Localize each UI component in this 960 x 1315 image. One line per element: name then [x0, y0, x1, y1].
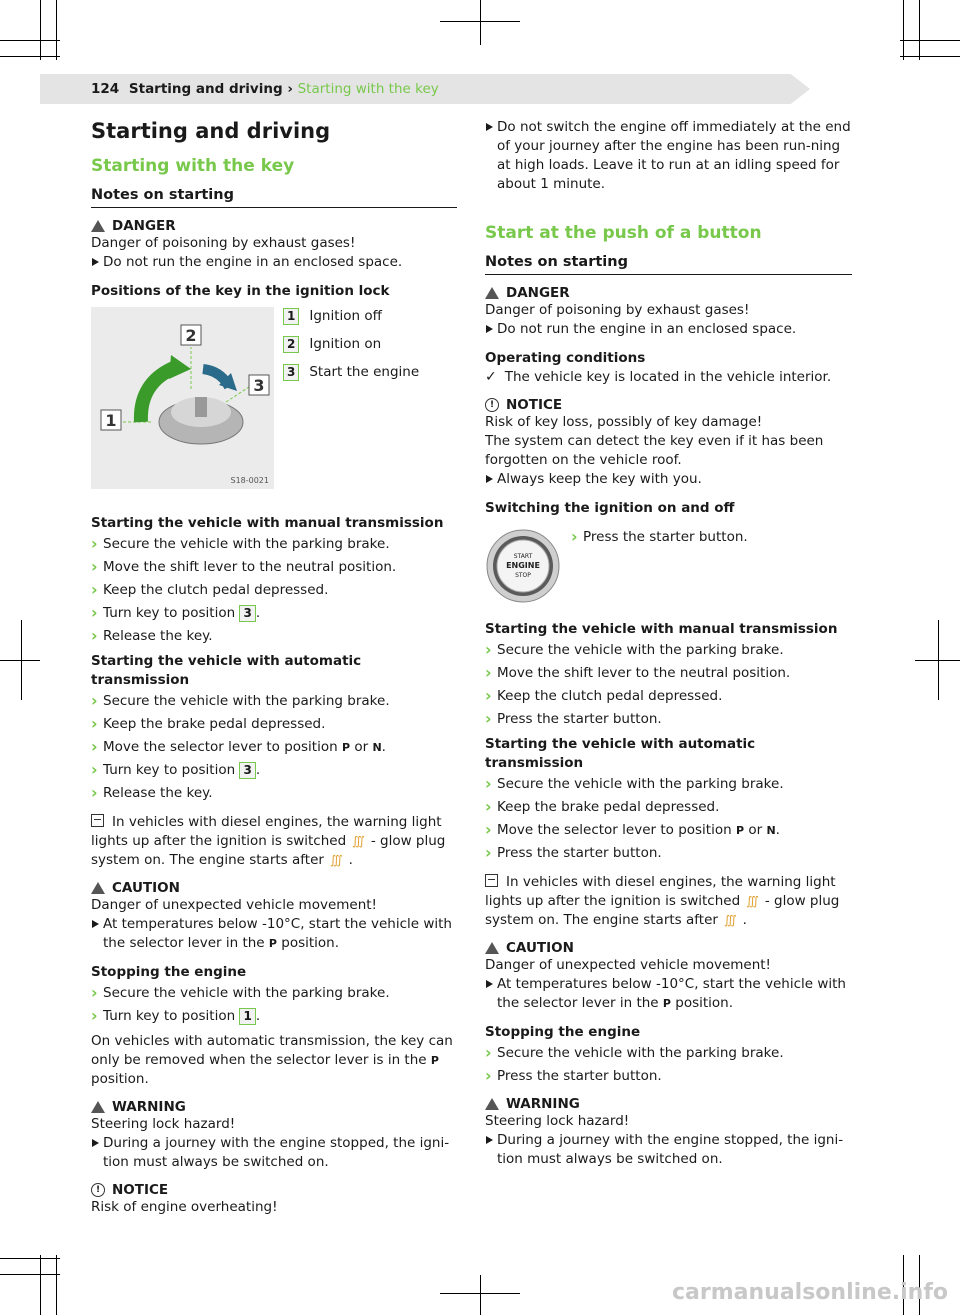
- step: › Release the key.: [91, 627, 457, 646]
- step: › Move the shift lever to the neutral position.: [91, 558, 457, 577]
- crop-mark: [40, 0, 41, 60]
- danger-text: Danger of poisoning by exhaust gases!: [91, 235, 356, 252]
- crop-mark: [440, 21, 520, 22]
- left-column: [91, 118, 457, 1227]
- crop-mark: [40, 1255, 41, 1315]
- step: › Secure the vehicle with the parking brake.: [91, 535, 457, 554]
- step: › Release the key.: [91, 784, 457, 803]
- caution-box: CAUTION Danger of unexpected vehicle movement! At temperatures below -10°C, start the vehicle with the selector lever in the P position.: [91, 880, 457, 953]
- glow-plug-icon: ∭: [329, 853, 343, 868]
- step: › Turn key to position 3 .: [91, 761, 457, 780]
- crop-mark: [480, 0, 481, 45]
- stopping-heading: Stopping the engine: [91, 964, 247, 981]
- step: › Press the starter button.: [571, 528, 748, 602]
- crop-mark: [56, 1255, 57, 1315]
- starter-button-figure: [485, 526, 852, 606]
- glow-plug-icon: ∭: [746, 893, 759, 908]
- info-note: In vehicles with diesel engines, the warning light lights up after the ignition is switched ∭ - glow plug system on. The engine starts after ∭ .: [91, 814, 446, 869]
- subsection-heading: Notes on starting: [485, 254, 852, 275]
- info-note: In vehicles with diesel engines, the warning light lights up after the ignition is switched ∭ - glow plug system on. The engine starts after ∭ .: [485, 873, 840, 928]
- crop-mark: [938, 620, 939, 700]
- crop-mark: [56, 0, 57, 60]
- warning-box: WARNING Steering lock hazard! During a journey with the engine stopped, the igni-tion must always be switched on.: [485, 1096, 852, 1169]
- danger-box: [91, 218, 457, 272]
- figure-legend: [283, 307, 419, 391]
- step: › Move the shift lever to the neutral position.: [485, 664, 852, 683]
- legend-row: 2 Ignition on: [283, 335, 419, 354]
- warning-triangle-icon: [91, 882, 105, 894]
- ignition-key-illustration: [91, 307, 274, 489]
- notice-icon: !: [485, 398, 499, 412]
- step: › Keep the clutch pedal depressed.: [485, 687, 852, 706]
- step: › Move the selector lever to position P or N.: [91, 738, 457, 757]
- step: › Press the starter button.: [485, 844, 852, 863]
- glow-plug-icon: ∭: [352, 834, 365, 849]
- crop-mark: [0, 660, 40, 661]
- breadcrumb-section[interactable]: Starting and driving ›: [128, 81, 293, 97]
- step: › Keep the clutch pedal depressed.: [91, 581, 457, 600]
- starter-button-icon: [485, 526, 565, 606]
- step: › Press the starter button.: [485, 1067, 852, 1086]
- auto-note: On vehicles with automatic transmission, the key can only be removed when the selector lever is in the P position.: [91, 1033, 453, 1088]
- info-icon: [91, 814, 104, 827]
- danger-title: DANGER: [112, 218, 176, 235]
- breadcrumb: [91, 81, 439, 97]
- page-number: 124: [91, 81, 120, 97]
- caution-box: CAUTION Danger of unexpected vehicle movement! At temperatures below -10°C, start the vehicle with the selector lever in the P position.: [485, 940, 852, 1013]
- warning-triangle-icon: [485, 942, 499, 954]
- danger-box: DANGER Danger of poisoning by exhaust gases! Do not run the engine in an enclosed space.: [485, 285, 852, 339]
- manual-heading: Starting the vehicle with manual transmission: [91, 515, 444, 532]
- auto-heading: Starting the vehicle with automatic transmission: [91, 653, 362, 689]
- warning-triangle-icon: [485, 1098, 499, 1110]
- positions-heading: Positions of the key in the ignition lock: [91, 283, 390, 300]
- step: › Keep the brake pedal depressed.: [91, 715, 457, 734]
- step: › Press the starter button.: [485, 710, 852, 729]
- step: › Keep the brake pedal depressed.: [485, 798, 852, 817]
- continued-item: Do not switch the engine off immediately at the end of your journey after the engine has been run-ning at high loads. Leave it to run at an idling speed for about 1 minute.: [485, 118, 852, 194]
- crop-mark: [480, 1275, 481, 1315]
- svg-text:2: 2: [185, 326, 197, 346]
- warning-triangle-icon: [91, 220, 105, 232]
- step: › Secure the vehicle with the parking brake.: [485, 1044, 852, 1063]
- check-icon: ✓: [485, 368, 497, 385]
- crop-mark: [903, 0, 904, 60]
- svg-text:STOP: STOP: [515, 571, 531, 579]
- subsection-heading: Notes on starting: [91, 187, 457, 208]
- warning-triangle-icon: [485, 287, 499, 299]
- svg-text:ENGINE: ENGINE: [506, 560, 540, 570]
- notice-icon: !: [91, 1183, 105, 1197]
- stopping-heading: Stopping the engine: [485, 1023, 641, 1040]
- section-heading: Start at the push of a button: [485, 223, 762, 243]
- step: › Secure the vehicle with the parking brake.: [91, 692, 457, 711]
- page-title: Starting and driving: [91, 119, 331, 143]
- crop-mark: [21, 620, 22, 700]
- crop-mark: [0, 56, 60, 57]
- ignition-figure: [91, 307, 457, 502]
- step: › Secure the vehicle with the parking brake.: [485, 641, 852, 660]
- crop-mark: [919, 0, 920, 60]
- auto-heading: Starting the vehicle with automatic transmission: [485, 735, 756, 771]
- legend-row: 3 Start the engine: [283, 363, 419, 382]
- step: › Turn key to position 1 .: [91, 1007, 457, 1026]
- glow-plug-icon: ∭: [723, 912, 737, 927]
- info-icon: [485, 874, 498, 887]
- figure-code: S18-0021: [230, 476, 269, 486]
- section-heading: Starting with the key: [91, 156, 295, 177]
- crop-mark: [900, 40, 960, 41]
- step: › Secure the vehicle with the parking brake.: [91, 984, 457, 1003]
- step: › Secure the vehicle with the parking brake.: [485, 775, 852, 794]
- warning-box: WARNING Steering lock hazard! During a journey with the engine stopped, the igni-tion must always be switched on.: [91, 1099, 457, 1172]
- legend-row: 1 Ignition off: [283, 307, 419, 326]
- crop-mark: [0, 1258, 60, 1259]
- svg-text:3: 3: [253, 376, 265, 396]
- crop-mark: [0, 40, 60, 41]
- warning-triangle-icon: [91, 1101, 105, 1113]
- manual-heading: Starting the vehicle with manual transmission: [485, 620, 838, 637]
- right-column: [485, 118, 852, 1179]
- crop-mark: [0, 1274, 60, 1275]
- step: › Move the selector lever to position P or N.: [485, 821, 852, 840]
- switching-heading: Switching the ignition on and off: [485, 499, 735, 516]
- watermark: carmanualsonline.info: [672, 1280, 948, 1305]
- notice-box: ! NOTICE Risk of engine overheating!: [91, 1182, 278, 1216]
- svg-text:1: 1: [105, 411, 117, 431]
- conditions-box: Operating conditions ✓ The vehicle key is located in the vehicle interior.: [485, 349, 832, 385]
- breadcrumb-current: Starting with the key: [297, 81, 439, 97]
- crop-mark: [900, 56, 960, 57]
- danger-item: Do not run the engine in an enclosed space.: [91, 253, 457, 272]
- notice-box: ! NOTICE Risk of key loss, possibly of key damage! The system can detect the key even if it has been forgotten on the vehicle roof. Always keep the key with you.: [485, 397, 852, 489]
- svg-text:START: START: [513, 552, 533, 560]
- crop-mark: [440, 1293, 520, 1294]
- step: › Turn key to position 3 .: [91, 604, 457, 623]
